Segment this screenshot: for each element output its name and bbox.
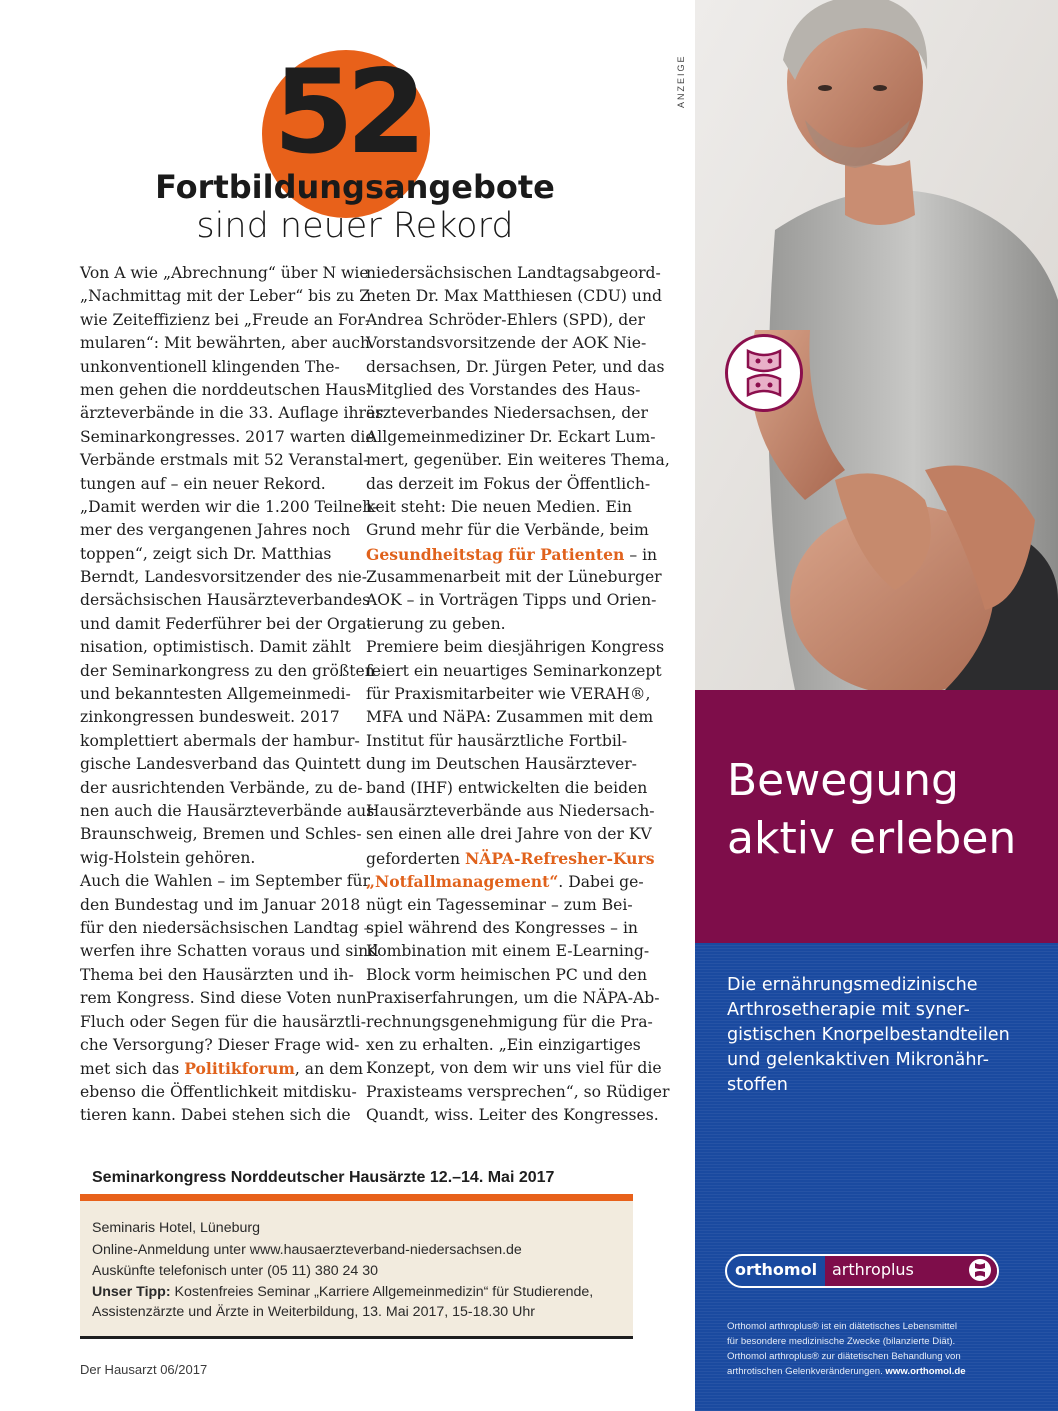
article-line: [366, 730, 636, 753]
article-line-text: tieren kann. Dabei stehen sich die: [80, 1106, 351, 1125]
article-line: [80, 332, 371, 355]
article-line: [366, 262, 661, 285]
ad-legal-line-text: für besondere medizinische Zwecke (bilanzierte Diät).: [727, 1336, 956, 1347]
article-line-text: dersachsen, Dr. Jürgen Peter, und das: [366, 357, 665, 376]
man-holding-knee-photo: [695, 0, 1058, 690]
info-box-bottom-rule: [80, 1336, 633, 1339]
article-line: [80, 683, 351, 706]
ad-description-line: [727, 1023, 1027, 1048]
article-line-text: niedersächsischen Landtagsabgeord-: [366, 264, 661, 282]
article-line: [366, 589, 657, 612]
article-line-text: Zusammenarbeit mit der Lüneburger: [366, 568, 662, 587]
article-line: [80, 543, 345, 566]
article-line: [80, 473, 345, 496]
article-line: [366, 964, 648, 987]
info-box-rule: [80, 1194, 633, 1201]
article-line-text: tierung zu geben.: [366, 614, 506, 633]
article-line: [80, 1081, 357, 1104]
article-line-text: der Seminarkongress zu den größten: [80, 661, 375, 680]
ad-description-line-text: Die ernährungsmedizinische: [727, 975, 978, 995]
headline-subtitle: sind neuer Rekord: [196, 206, 514, 246]
article-line: [80, 1057, 364, 1080]
article-line-text: . Dabei ge-: [558, 873, 644, 892]
article-line: [80, 519, 351, 542]
article-line-text: werfen ihre Schatten voraus und sind: [80, 942, 379, 961]
article-line: [366, 660, 662, 683]
article-line: [80, 753, 361, 776]
article-line-text: unkonventionell klingenden The-: [80, 357, 340, 376]
article-line-text: dersächsischen Hausärzteverbandes: [80, 591, 371, 610]
article-line: [366, 894, 636, 917]
article-line: [366, 987, 660, 1010]
article-line: [80, 800, 375, 823]
ad-description-panel: [695, 943, 1058, 1411]
article-line-text: MFA und NäPA: Zusammen mit dem: [366, 708, 654, 727]
article-line: [366, 1057, 662, 1080]
article-line: [366, 426, 656, 449]
logo-product: arthroplus: [832, 1260, 914, 1279]
article-line: [80, 426, 375, 449]
article-line: [366, 379, 641, 402]
article-line: [366, 449, 670, 472]
article-line-text: Verbände erstmals mit 52 Veranstal-: [80, 451, 369, 470]
article-line-text: Von A wie „Abrechnung“ über N wie: [80, 264, 369, 282]
article-line: [366, 823, 652, 846]
article-line-text: mer des vergangenen Jahres noch: [80, 521, 351, 540]
ad-description: [727, 973, 1027, 1098]
article-line: [80, 379, 372, 402]
politikforum-highlight: Politikforum: [184, 1059, 295, 1079]
article-line-text: Braunschweig, Bremen und Schles-: [80, 825, 362, 844]
ad-legal-line-text: arthrotischen Gelenkveränderungen.: [727, 1366, 886, 1377]
article-line-text: rem Kongress. Sind diese Voten nun: [80, 989, 367, 1008]
article-line-text: wig-Holstein gehören.: [80, 848, 256, 867]
article-line-text: keit steht: Die neuen Medien. Ein: [366, 497, 632, 516]
article-line-text: „Nachmittag mit der Leber“ bis zu Z: [80, 287, 371, 306]
article-line-text: men gehen die norddeutschen Haus-: [80, 380, 372, 399]
article-line: [80, 894, 361, 917]
article-line-text: met sich das: [80, 1060, 185, 1079]
article-column-left: [80, 262, 384, 1127]
info-box-title: Seminarkongress Norddeutscher Hausärzte 12.–14. Mai 2017: [92, 1169, 555, 1186]
notfallmanagement-highlight: „Notfallmanagement“: [366, 872, 559, 892]
ad-slogan-line-1: Bewegung: [727, 755, 959, 806]
article-line-text: für Praxismitarbeiter wie VERAH®,: [366, 685, 651, 704]
article-line: [80, 777, 363, 800]
article-line-text: Mitglied des Vorstandes des Haus-: [366, 380, 641, 399]
logo-product-panel: [825, 1256, 997, 1286]
article-line: [366, 496, 636, 519]
article-line: [80, 1034, 360, 1057]
article-line: [366, 543, 658, 566]
article-column-right: [366, 262, 670, 1127]
article-line-text: ebenso die Öffentlichkeit mitdisku-: [80, 1082, 357, 1101]
article-line: [80, 964, 354, 987]
article-line-text: den Bundestag und im Januar 2018: [80, 895, 361, 914]
article-line-text: band (IHF) entwickelten die beiden: [366, 778, 648, 797]
article-line-text: neten Dr. Max Matthiesen (CDU) und: [366, 287, 662, 306]
article-line: [366, 1034, 641, 1057]
article-line-text: Institut für hausärztliche Fortbil-: [366, 731, 628, 750]
article-line: [80, 917, 372, 940]
article-line: [366, 706, 654, 729]
headline-number: 52: [273, 45, 419, 180]
naepa-refresher-highlight: NÄPA-Refresher-Kurs: [464, 848, 655, 868]
article-line-text: für den niedersächsischen Landtag –: [80, 918, 372, 937]
knee-joint-icon: [725, 334, 803, 412]
article-line-text: Berndt, Landesvorsitzender des nie-: [80, 568, 367, 587]
orthomol-arthroplus-logo: [725, 1254, 999, 1288]
article-line-text: Andrea Schröder-Ehlers (SPD), der: [366, 310, 645, 329]
article-line-text: Quandt, wiss. Leiter des Kongresses.: [366, 1106, 659, 1125]
article-line: [366, 1104, 659, 1127]
info-registration: Online-Anmeldung unter www.hausaerzteverband-niedersachsen.de: [92, 1242, 522, 1258]
ad-slogan-panel: [695, 690, 1058, 943]
article-line-text: das derzeit im Fokus der Öffentlich-: [366, 474, 651, 493]
article-line: [366, 800, 655, 823]
info-venue: Seminaris Hotel, Lüneburg: [92, 1220, 260, 1236]
article-line: [80, 660, 375, 683]
article-line: [80, 566, 367, 589]
headline-title: Fortbildungsangebote: [155, 168, 555, 206]
article-line-text: geforderten: [366, 849, 465, 868]
article-line: [80, 262, 369, 285]
article-line-text: spiel während des Kongresses – in: [366, 918, 638, 937]
article-line-text: AOK – in Vorträgen Tipps und Orien-: [366, 591, 657, 610]
article-line-text: dung im Deutschen Hausärztever-: [366, 755, 637, 774]
ad-slogan-line-2: aktiv erleben: [727, 813, 1017, 864]
ad-description-line: [727, 998, 1027, 1023]
article-line: [366, 847, 655, 870]
ad-legal-text: [727, 1319, 1027, 1379]
article-line-text: ärzteverbände in die 33. Auflage ihres: [80, 404, 384, 423]
ad-legal-line: [727, 1349, 1027, 1364]
ad-legal-line: [727, 1319, 1027, 1334]
knee-joint-icon-graphic: [728, 337, 800, 409]
ad-description-line-text: Arthrosetherapie mit syner-: [727, 1000, 970, 1020]
article-line-text: Praxisteams versprechen“, so Rüdiger: [366, 1082, 670, 1101]
article-line: [366, 613, 636, 636]
article-line: [366, 332, 647, 355]
article-line: [80, 589, 371, 612]
gesundheitstag-highlight: Gesundheitstag für Patienten: [366, 544, 625, 564]
article-line: [80, 636, 351, 659]
article-line: [80, 823, 362, 846]
ad-legal-line: [727, 1364, 1027, 1379]
article-line: [80, 496, 378, 519]
article-line: [366, 777, 648, 800]
article-line: [366, 519, 649, 542]
article-line-text: gische Landesverband das Quintett: [80, 755, 361, 774]
article-line-text: zinkongressen bundesweit. 2017: [80, 708, 340, 727]
article-line: [366, 683, 651, 706]
article-line: [80, 706, 345, 729]
article-line-text: – in: [624, 545, 658, 564]
article-line: [366, 1081, 670, 1104]
article-line-text: mert, gegenüber. Ein weiteres Thema,: [366, 451, 670, 470]
article-line: [80, 402, 384, 425]
article-line-text: und damit Federführer bei der Orga-: [80, 614, 372, 633]
article-line-text: Fluch oder Segen für die hausärztli-: [80, 1012, 366, 1031]
article-line-text: sen einen alle drei Jahre von der KV: [366, 825, 652, 844]
article-line-text: che Versorgung? Dieser Frage wid-: [80, 1035, 360, 1054]
article-line-text: Praxiserfahrungen, um die NÄPA-Ab-: [366, 989, 660, 1008]
article-line: [80, 940, 379, 963]
article-line: [366, 753, 636, 776]
joint-logo-icon-graphic: [969, 1259, 991, 1281]
article-line-text: mularen“: Mit bewährten, aber auch: [80, 334, 371, 353]
ad-legal-line: [727, 1334, 1027, 1349]
article-line-text: und bekanntesten Allgemeinmedi-: [80, 685, 351, 704]
info-tip-text-2: Assistenzärzte und Ärzte in Weiterbildung, 13. Mai 2017, 15-18.30 Uhr: [92, 1304, 535, 1320]
article-line-text: komplettiert abermals der hambur-: [80, 731, 360, 750]
article-line: [366, 285, 662, 308]
article-line-text: feiert ein neuartiges Seminarkonzept: [366, 661, 662, 680]
ad-description-line-text: stoffen: [727, 1075, 788, 1095]
article-line: [366, 566, 662, 589]
article-line: [80, 285, 371, 308]
article-line: [366, 870, 644, 893]
article-line-text: wie Zeiteffizienz bei „Freude an For-: [80, 310, 371, 329]
article-line-text: , an dem: [294, 1060, 364, 1079]
article-line: [366, 309, 645, 332]
article-line: [366, 636, 665, 659]
ad-label-text: ANZEIGE: [676, 54, 686, 108]
joint-logo-icon: [969, 1259, 991, 1281]
article-line-text: Grund mehr für die Verbände, beim: [366, 521, 649, 540]
ad-description-line: [727, 973, 1027, 998]
article-line-text: tungen auf – ein neuer Rekord.: [80, 474, 326, 493]
article-line: [366, 1011, 653, 1034]
info-phone: Auskünfte telefonisch unter (05 11) 380 24 30: [92, 1263, 379, 1279]
article-line-text: Konzept, von dem wir uns viel für die: [366, 1059, 662, 1078]
info-tip: [92, 1282, 593, 1302]
article-line-text: Block vorm heimischen PC und den: [366, 965, 648, 984]
article-line-text: nügt ein Tagesseminar – zum Bei-: [366, 895, 633, 914]
article-line-text: xen zu erhalten. „Ein einzigartiges: [366, 1035, 641, 1054]
article-line: [80, 1011, 366, 1034]
info-box: [80, 1201, 633, 1336]
article-line: [366, 356, 665, 379]
article-line: [80, 356, 345, 379]
article-line-text: Kombination mit einem E-Learning-: [366, 942, 650, 961]
advertisement: [695, 0, 1058, 1411]
article-line: [80, 987, 367, 1010]
article-line-text: Premiere beim diesjährigen Kongress: [366, 638, 665, 657]
ad-website-link: www.orthomol.de: [885, 1366, 966, 1377]
ad-description-line-text: und gelenkaktiven Mikronähr-: [727, 1050, 989, 1070]
ad-label: [670, 52, 694, 112]
ad-legal-line-text: Orthomol arthroplus® zur diätetischen Behandlung von: [727, 1351, 961, 1362]
article-line: [80, 870, 370, 893]
article-line-text: Auch die Wahlen – im September für: [80, 872, 370, 891]
info-tip-label: Unser Tipp:: [92, 1284, 171, 1300]
article-line: [80, 309, 371, 332]
article-line-text: nisation, optimistisch. Damit zählt: [80, 638, 351, 657]
article-line: [366, 473, 651, 496]
article-line-text: Seminarkongresses. 2017 warten die: [80, 427, 375, 446]
article-line: [80, 1104, 351, 1127]
article-line: [80, 449, 369, 472]
ad-legal-line-text: Orthomol arthroplus® ist ein diätetisches Lebensmittel: [727, 1321, 957, 1332]
article-line: [366, 402, 648, 425]
article-line-text: Thema bei den Hausärzten und ih-: [80, 965, 354, 984]
article-line: [80, 847, 345, 870]
article-line-text: Hausärzteverbände aus Niedersach-: [366, 801, 655, 820]
article-line: [80, 613, 372, 636]
article-line-text: der ausrichtenden Verbände, zu de-: [80, 778, 363, 797]
ad-description-line: [727, 1073, 1027, 1098]
article-line-text: ärzteverbandes Niedersachsen, der: [366, 404, 648, 423]
info-tip-text: Kostenfreies Seminar „Karriere Allgemeinmedizin“ für Studierende,: [170, 1284, 594, 1300]
article-line: [366, 940, 650, 963]
ad-description-line-text: gistischen Knorpelbestandteilen: [727, 1025, 1010, 1045]
article-line-text: rechnungsgenehmigung für die Pra-: [366, 1012, 653, 1031]
article-line-text: toppen“, zeigt sich Dr. Matthias: [80, 544, 332, 563]
article-line: [366, 917, 636, 940]
article-line: [80, 730, 360, 753]
article-line-text: Allgemeinmediziner Dr. Eckart Lum-: [366, 427, 656, 446]
ad-slogan: [727, 752, 1016, 868]
article-line-text: Vorstandsvorsitzende der AOK Nie-: [366, 334, 647, 353]
article-line-text: „Damit werden wir die 1.200 Teilneh-: [80, 497, 378, 516]
page-footer: Der Hausarzt 06/2017: [80, 1362, 208, 1377]
ad-description-line: [727, 1048, 1027, 1073]
logo-brand: orthomol: [735, 1260, 818, 1279]
article-line-text: nen auch die Hausärzteverbände aus: [80, 801, 375, 820]
